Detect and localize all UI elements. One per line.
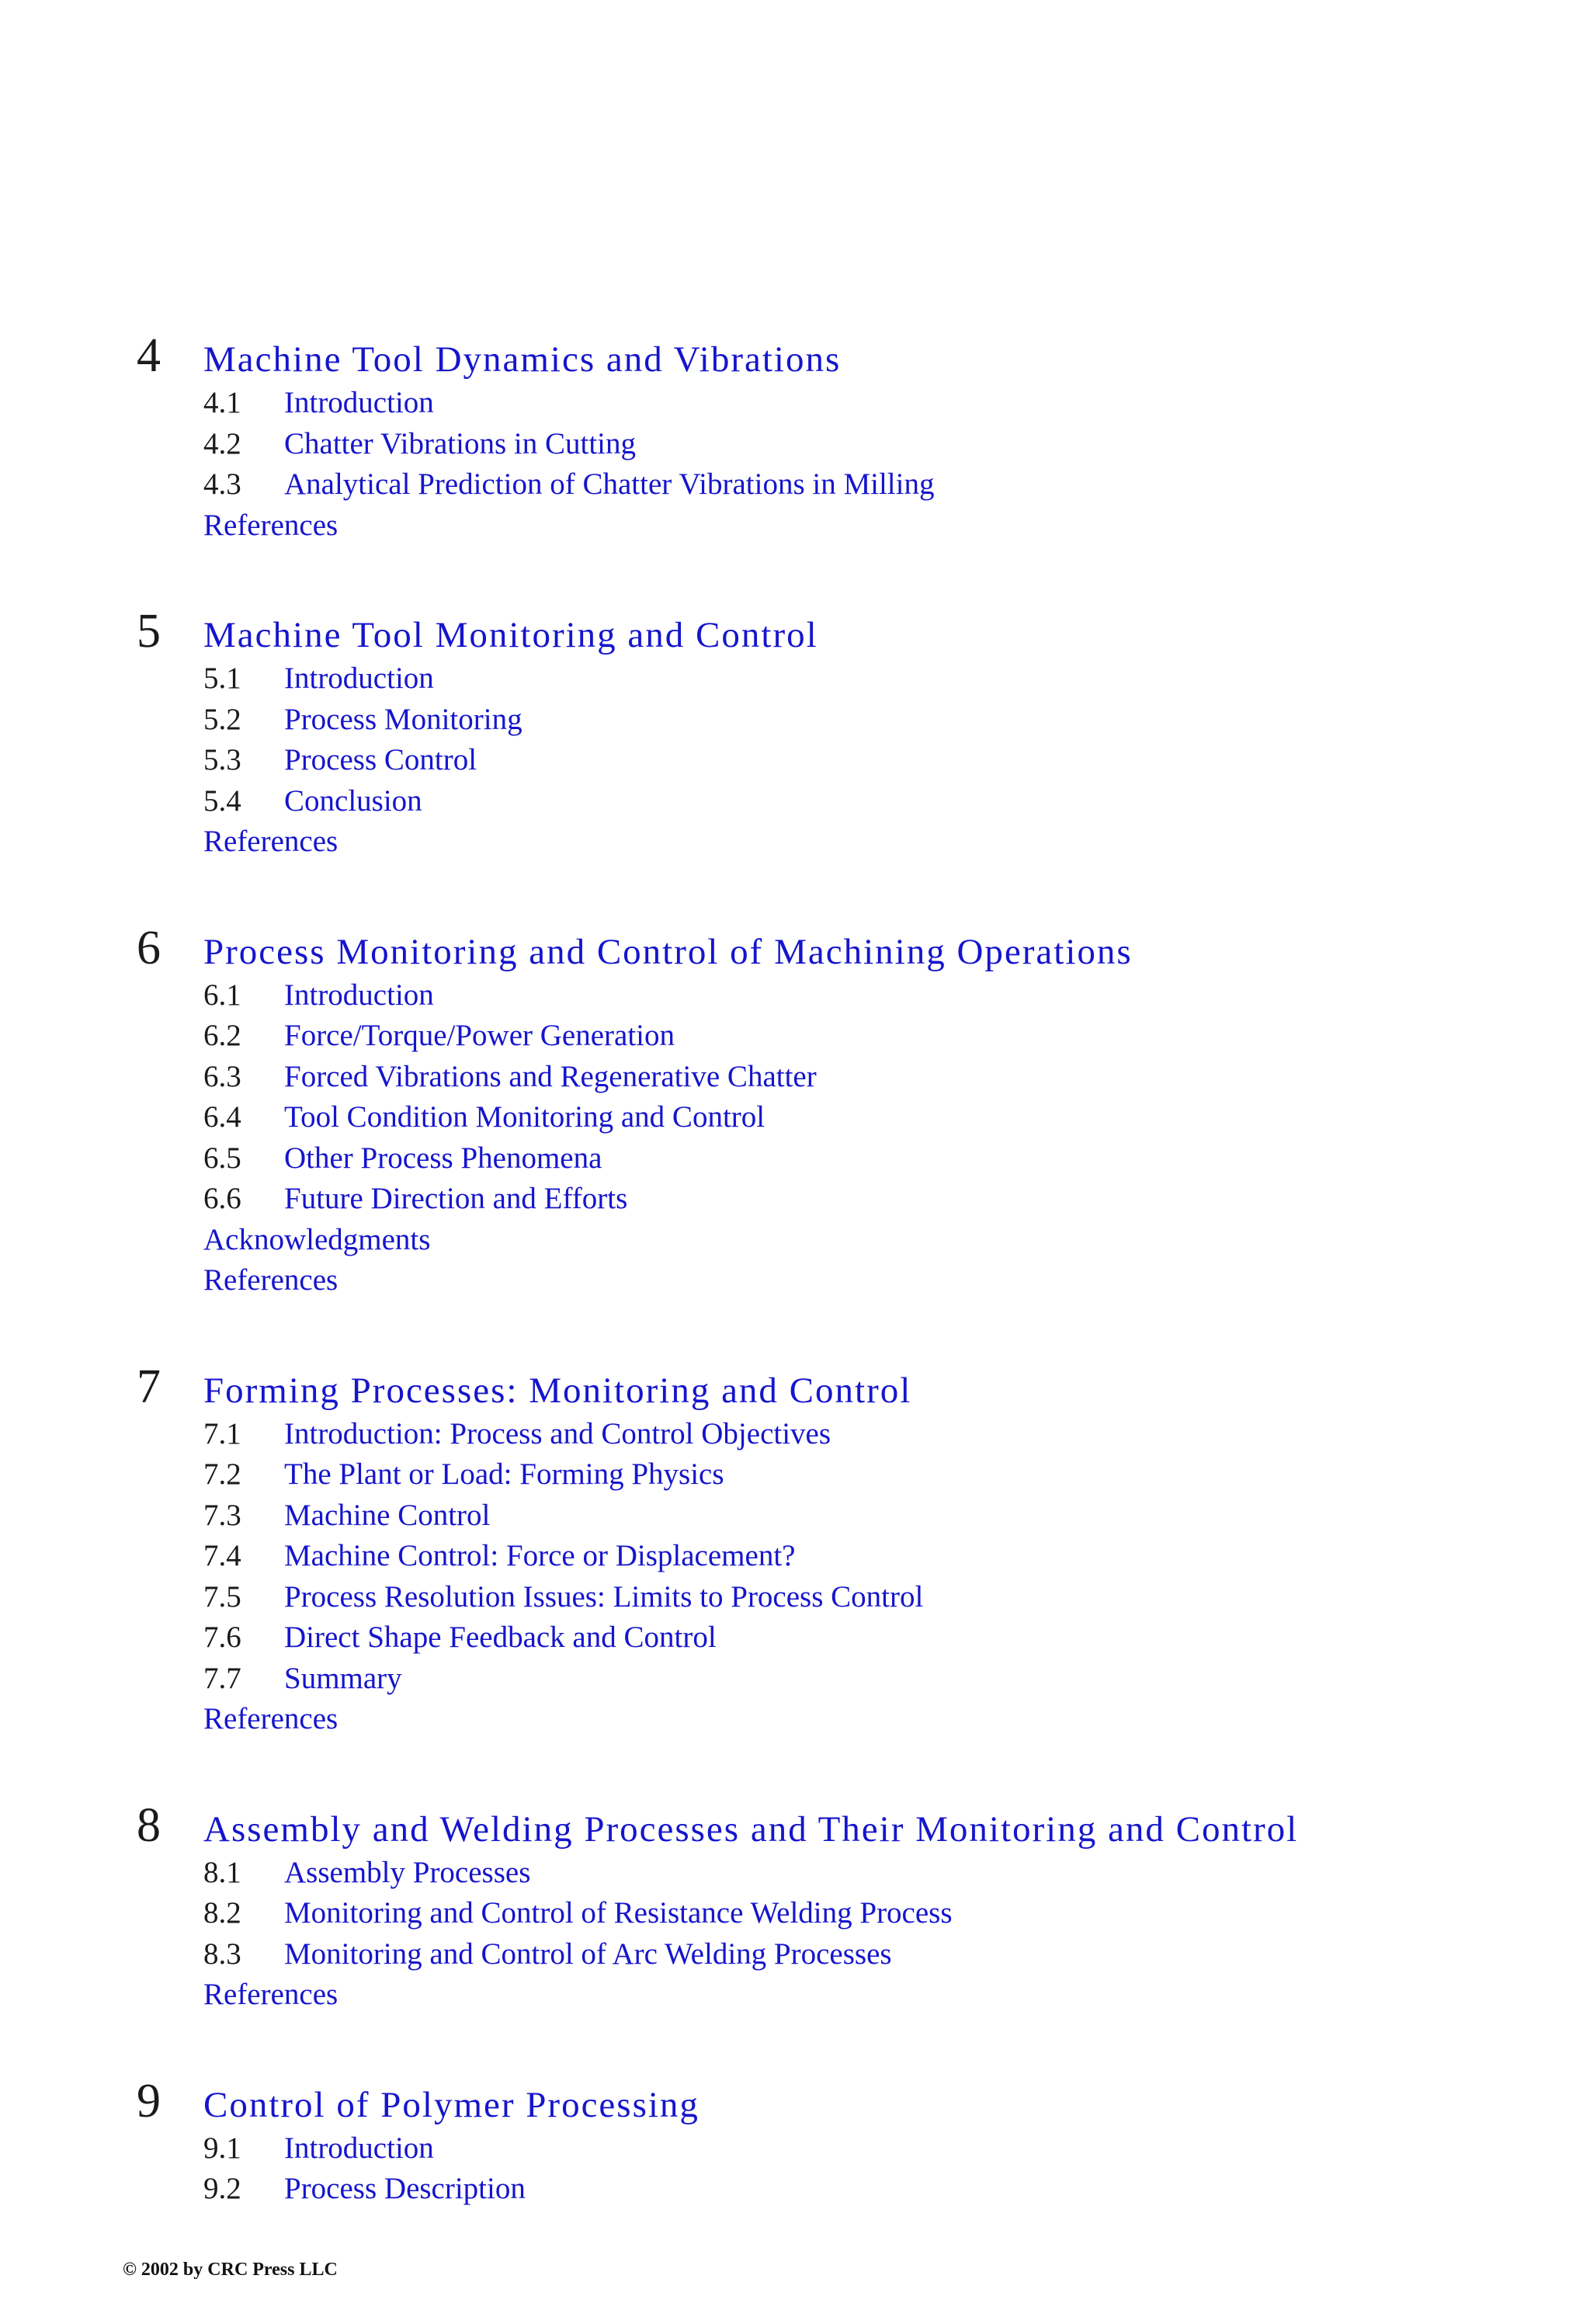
- section-row: [0, 1414, 1590, 1455]
- copyright-footer: © 2002 by CRC Press LLC: [123, 2260, 338, 2280]
- section-row: [0, 975, 1590, 1016]
- section-title-link[interactable]: Monitoring and Control of Arc Welding Processes: [284, 1937, 892, 1971]
- section-title-link[interactable]: Process Monitoring: [284, 702, 522, 736]
- chapter-number: 5: [137, 605, 161, 658]
- table-of-contents: [0, 328, 1590, 2268]
- chapter-number: 4: [137, 329, 161, 382]
- section-number: 6.1: [203, 978, 241, 1012]
- section-title-link[interactable]: Introduction: [284, 386, 434, 419]
- section-title-link[interactable]: Introduction: Process and Control Objectives: [284, 1416, 831, 1450]
- section-number: 4.1: [203, 386, 241, 419]
- section-row: [0, 1097, 1590, 1138]
- references-link[interactable]: References: [203, 1702, 338, 1735]
- section-number: 6.3: [203, 1059, 241, 1093]
- section-row: [0, 1138, 1590, 1179]
- chapter-8: [0, 1798, 1590, 2016]
- section-row: [0, 1057, 1590, 1098]
- chapter-heading: [0, 2074, 1590, 2128]
- section-title-link[interactable]: Tool Condition Monitoring and Control: [284, 1100, 765, 1134]
- chapter-title-link[interactable]: Machine Tool Monitoring and Control: [203, 615, 818, 655]
- section-row: [0, 700, 1590, 741]
- section-number: 5.4: [203, 783, 241, 818]
- section-title-link[interactable]: Other Process Phenomena: [284, 1141, 602, 1175]
- chapter-heading: [0, 921, 1590, 975]
- chapter-number: 9: [137, 2074, 161, 2128]
- section-number: 5.2: [203, 702, 241, 736]
- section-title-link[interactable]: The Plant or Load: Forming Physics: [284, 1457, 724, 1491]
- chapter-title-link[interactable]: Machine Tool Dynamics and Vibrations: [203, 339, 842, 380]
- section-number: 7.4: [203, 1539, 241, 1572]
- section-row: [0, 781, 1590, 822]
- section-number: 8.3: [203, 1937, 241, 1971]
- section-row: [0, 1853, 1590, 1894]
- references-link[interactable]: References: [203, 1978, 338, 2011]
- chapter-heading: [0, 604, 1590, 658]
- section-row: [0, 1536, 1590, 1577]
- back-matter-row: [0, 1260, 1590, 1301]
- section-number: 6.4: [203, 1100, 241, 1134]
- section-row: [0, 1179, 1590, 1220]
- section-number: 8.1: [203, 1855, 241, 1889]
- section-title-link[interactable]: Machine Control: [284, 1498, 491, 1532]
- chapter-number: 6: [137, 921, 161, 974]
- section-title-link[interactable]: Direct Shape Feedback and Control: [284, 1621, 717, 1654]
- section-number: 9.2: [203, 2172, 241, 2205]
- section-row: [0, 1893, 1590, 1934]
- section-row: [0, 1016, 1590, 1057]
- section-number: 4.2: [203, 426, 241, 460]
- references-link[interactable]: References: [203, 1263, 338, 1297]
- chapter-title-link[interactable]: Forming Processes: Monitoring and Control: [203, 1370, 912, 1411]
- chapter-7: [0, 1360, 1590, 1740]
- section-number: 5.3: [203, 743, 241, 776]
- section-title-link[interactable]: Conclusion: [284, 783, 422, 818]
- chapter-heading: [0, 328, 1590, 383]
- section-row: [0, 424, 1590, 465]
- section-number: 7.1: [203, 1416, 241, 1450]
- section-row: [0, 1454, 1590, 1495]
- section-number: 6.6: [203, 1182, 241, 1215]
- back-matter-row: [0, 822, 1590, 863]
- section-row: [0, 658, 1590, 700]
- section-title-link[interactable]: Process Resolution Issues: Limits to Process Control: [284, 1579, 924, 1614]
- section-title-link[interactable]: Summary: [284, 1661, 402, 1695]
- back-matter-row: [0, 1220, 1590, 1261]
- section-number: 6.5: [203, 1141, 241, 1175]
- section-row: [0, 464, 1590, 505]
- section-title-link[interactable]: Analytical Prediction of Chatter Vibrations in Milling: [284, 467, 935, 501]
- section-number: 4.3: [203, 467, 241, 501]
- chapter-number: 8: [137, 1798, 161, 1852]
- section-row: [0, 1577, 1590, 1618]
- chapter-9: [0, 2074, 1590, 2210]
- section-row: [0, 2169, 1590, 2210]
- section-number: 7.3: [203, 1498, 241, 1532]
- section-number: 7.7: [203, 1661, 241, 1695]
- section-row: [0, 1617, 1590, 1659]
- references-link[interactable]: References: [203, 825, 338, 858]
- section-row: [0, 383, 1590, 424]
- chapter-number: 7: [137, 1360, 161, 1413]
- section-row: [0, 1659, 1590, 1700]
- section-row: [0, 740, 1590, 781]
- section-number: 5.1: [203, 662, 241, 695]
- section-title-link[interactable]: Introduction: [284, 978, 434, 1012]
- chapter-heading: [0, 1798, 1590, 1853]
- section-number: 7.6: [203, 1621, 241, 1654]
- chapter-4: [0, 328, 1590, 546]
- chapter-5: [0, 604, 1590, 863]
- section-title-link[interactable]: Chatter Vibrations in Cutting: [284, 426, 636, 460]
- section-number: 7.5: [203, 1579, 241, 1614]
- section-title-link[interactable]: Forced Vibrations and Regenerative Chatter: [284, 1059, 817, 1093]
- references-link[interactable]: References: [203, 508, 338, 542]
- back-matter-row: [0, 505, 1590, 547]
- back-matter-row: [0, 1699, 1590, 1740]
- section-title-link[interactable]: Process Description: [284, 2172, 526, 2205]
- section-title-link[interactable]: Assembly Processes: [284, 1855, 531, 1889]
- section-number: 8.2: [203, 1896, 241, 1930]
- section-title-link[interactable]: Machine Control: Force or Displacement?: [284, 1539, 796, 1572]
- chapter-heading: [0, 1360, 1590, 1414]
- section-number: 7.2: [203, 1457, 241, 1491]
- section-title-link[interactable]: Force/Torque/Power Generation: [284, 1019, 675, 1052]
- section-title-link[interactable]: Process Control: [284, 743, 477, 776]
- section-title-link[interactable]: Monitoring and Control of Resistance Welding Process: [284, 1896, 953, 1930]
- chapter-title-link[interactable]: Control of Polymer Processing: [203, 2084, 700, 2125]
- section-title-link[interactable]: Introduction: [284, 2131, 434, 2165]
- section-title-link[interactable]: Future Direction and Efforts: [284, 1182, 628, 1215]
- back-matter-row: [0, 1975, 1590, 2016]
- chapter-title-link[interactable]: Assembly and Welding Processes and Their Monitoring and Control: [203, 1808, 1299, 1850]
- section-number: 9.1: [203, 2131, 241, 2165]
- section-row: [0, 2128, 1590, 2169]
- acknowledgments-link[interactable]: Acknowledgments: [203, 1222, 431, 1256]
- section-title-link[interactable]: Introduction: [284, 662, 434, 695]
- section-row: [0, 1495, 1590, 1537]
- section-row: [0, 1934, 1590, 1975]
- chapter-6: [0, 921, 1590, 1301]
- section-number: 6.2: [203, 1019, 241, 1052]
- chapter-title-link[interactable]: Process Monitoring and Control of Machining Operations: [203, 931, 1133, 972]
